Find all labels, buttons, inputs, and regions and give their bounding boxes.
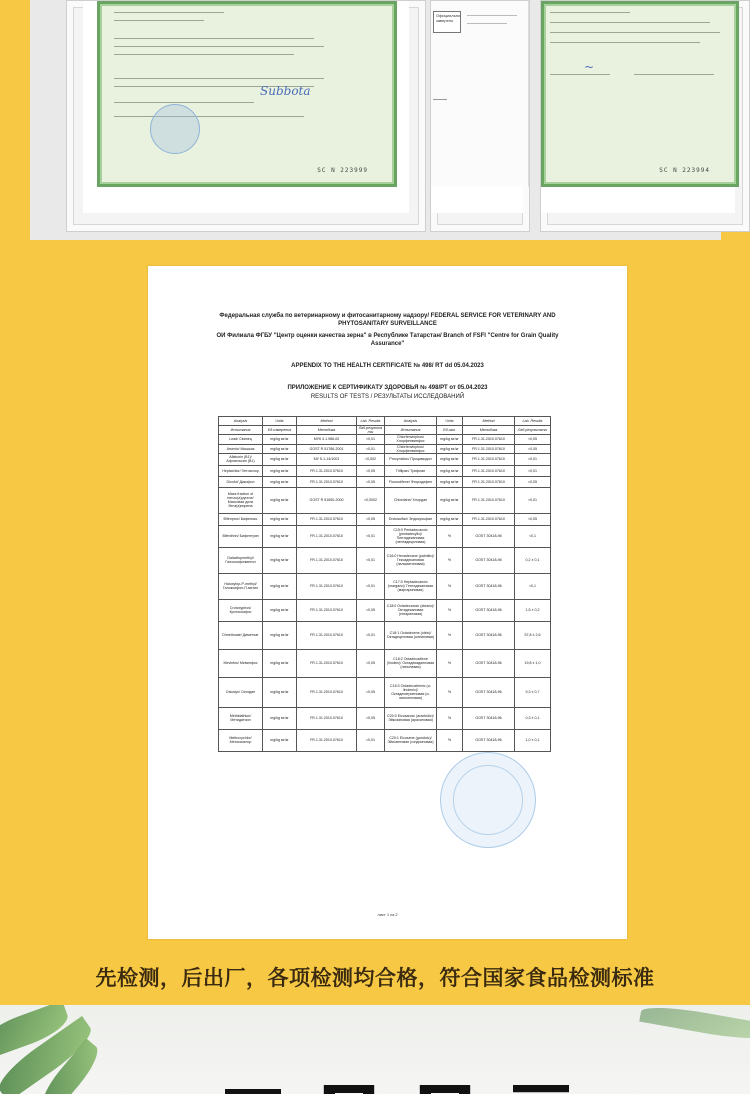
table-cell: 1,5 ± 0,2 bbox=[515, 599, 551, 621]
table-cell: Haloxyfop-P-methyl/ Галоксифоп-П-метил bbox=[219, 573, 263, 599]
table-cell: 19,8 ± 1,0 bbox=[515, 649, 551, 677]
branch-line-1: ОИ Филиала ФГБУ "Центр оценки качества зерна" в Республике Татарстан/ Branch of FSFI "Centre for Grain Quality bbox=[216, 333, 559, 340]
round-stamp bbox=[150, 104, 200, 154]
table-cell: <0,05 bbox=[515, 435, 551, 444]
table-cell: Mass fraction of benzo(a)pyrene/ Массовая доля бенз(а)пирена bbox=[219, 487, 263, 513]
table-cell: mg/kg мг/кг bbox=[437, 465, 463, 476]
table-cell: C20:1 Eicosene (gondoic)/ Эйкозеновая (гондоиновая) bbox=[385, 729, 437, 751]
table-cell: Endosulfan/ Эндосульфан bbox=[385, 513, 437, 525]
table-cell: FR.1.31.2010.07610 bbox=[297, 525, 357, 547]
table-cell: GOST 30418-96 bbox=[463, 649, 515, 677]
table-cell: GOST R 51650-2000 bbox=[297, 487, 357, 513]
table-cell: mg/kg мг/кг bbox=[263, 649, 297, 677]
notary-box: Официально заверено bbox=[433, 11, 461, 33]
table-cell: Лаб.результаты bbox=[515, 426, 551, 435]
table-cell: <0,01 bbox=[515, 465, 551, 476]
table-cell: <0,01 bbox=[357, 547, 385, 573]
quality-caption: 先检测，后出厂，各项检测均合格，符合国家食品检测标准 bbox=[95, 966, 655, 990]
table-cell: mg/kg мг/кг bbox=[437, 435, 463, 444]
table-cell: 9,3 ± 0,7 bbox=[515, 677, 551, 707]
table-cell: GOST 30418-96 bbox=[463, 573, 515, 599]
page-number: лист 1 из 2 bbox=[377, 912, 398, 917]
table-cell: <0,05 bbox=[515, 444, 551, 453]
table-cell: mg/kg мг/кг bbox=[437, 487, 463, 513]
table-cell: Analysis bbox=[219, 417, 263, 426]
table-cell: % bbox=[437, 729, 463, 751]
table-cell: mg/kg мг/кг bbox=[263, 573, 297, 599]
table-cell: Dicofol/ Дикофол bbox=[219, 476, 263, 487]
table-cell: mg/kg мг/кг bbox=[263, 465, 297, 476]
table-cell: Mevinfos/ Мевинфос bbox=[219, 649, 263, 677]
table-cell: GOST 30418-96 bbox=[463, 621, 515, 649]
table-cell: Methidathion/ Метидатион bbox=[219, 707, 263, 729]
table-header-row bbox=[219, 417, 551, 426]
table-cell: Methoxychlor/ Метоксихлор bbox=[219, 729, 263, 751]
table-cell: Analysis bbox=[385, 417, 437, 426]
table-cell: <0,01 bbox=[357, 435, 385, 444]
table-cell: % bbox=[437, 621, 463, 649]
table-cell: FR.1.31.2010.07610 bbox=[463, 476, 515, 487]
table-cell: FR.1.31.2010.07610 bbox=[297, 707, 357, 729]
table-cell: Bifenthrin/ Бифентрин bbox=[219, 525, 263, 547]
appendix-title-en: APPENDIX TO THE HEALTH CERTIFICATE № 498/ RT dd 05.04.2023 bbox=[291, 363, 484, 370]
table-cell: <0,01 bbox=[357, 621, 385, 649]
table-cell: <0,1 bbox=[515, 573, 551, 599]
table-cell: Chlorfenvinphos/ Хлорфенвинфос bbox=[385, 435, 437, 444]
table-cell: <0,05 bbox=[515, 513, 551, 525]
table-cell: <0,01 bbox=[357, 729, 385, 751]
table-cell: 57,8 ± 2,6 bbox=[515, 621, 551, 649]
appendix-title-ru: ПРИЛОЖЕНИЕ К СЕРТИФИКАТУ ЗДОРОВЬЯ № 498/РТ от 05.04.2023 bbox=[287, 385, 488, 392]
table-cell: Fluorodifene/ Фтородифен bbox=[385, 476, 437, 487]
table-cell: <0,05 bbox=[357, 649, 385, 677]
table-cell: <0,1 bbox=[515, 525, 551, 547]
table-cell: FR.1.31.2010.07610 bbox=[297, 465, 357, 476]
table-cell: Units bbox=[263, 417, 297, 426]
table-cell: FR.1.31.2010.07610 bbox=[463, 453, 515, 465]
table-cell: Chlorfenvinphos/ Хлорфенвинфос bbox=[385, 444, 437, 453]
table-cell: МУК 4.1.986-00 bbox=[297, 435, 357, 444]
table-cell: Chlordane/ Хлордан bbox=[385, 487, 437, 513]
certificate-photo-strip bbox=[30, 0, 721, 240]
table-cell: mg/kg мг/кг bbox=[437, 476, 463, 487]
table-cell: <0,01 bbox=[357, 573, 385, 599]
agency-line-1: Федеральная служба по ветеринарному и фитосанитарному надзору/ FEDERAL SERVICE FOR VETERINARY AND bbox=[219, 313, 556, 319]
table-cell: mg/kg мг/кг bbox=[437, 513, 463, 525]
table-cell: mg/kg мг/кг bbox=[263, 525, 297, 547]
table-cell: Units bbox=[437, 417, 463, 426]
table-cell: GOST 30418-96 bbox=[463, 707, 515, 729]
signature: Subbota bbox=[260, 84, 311, 98]
table-cell: <0,05 bbox=[357, 599, 385, 621]
table-cell: Arsenic/ Мышьяк bbox=[219, 444, 263, 453]
table-cell: Методика bbox=[297, 426, 357, 435]
green-certificate-1 bbox=[97, 1, 397, 187]
table-cell: GOST 30418-96 bbox=[463, 677, 515, 707]
table-cell: Galaxifopmethyl/ Галоксифопметил bbox=[219, 547, 263, 573]
table-cell: <0,002 bbox=[357, 453, 385, 465]
table-cell: FR.1.31.2010.07610 bbox=[463, 487, 515, 513]
table-cell: Method bbox=[297, 417, 357, 426]
table-cell: Dimethoate/ Диметоат bbox=[219, 621, 263, 649]
table-cell: Crotoxyphos/ Кротоксифос bbox=[219, 599, 263, 621]
table-cell: mg/kg мг/кг bbox=[263, 599, 297, 621]
table-cell: Испытания bbox=[219, 426, 263, 435]
table-cell: C16:0 Hexadecane (palmitic)/ Гексадекановая (пальмитиновая) bbox=[385, 547, 437, 573]
table-cell: FR.1.31.2010.07610 bbox=[297, 729, 357, 751]
table-row bbox=[219, 465, 551, 476]
green-certificate-2 bbox=[541, 1, 739, 187]
table-cell: FR.1.31.2010.07610 bbox=[297, 649, 357, 677]
branch-line-2: Assurance" bbox=[370, 341, 405, 348]
table-cell: mg/kg мг/кг bbox=[263, 513, 297, 525]
table-cell: mg/kg мг/кг bbox=[437, 453, 463, 465]
certificate-serial: SC N 223994 bbox=[659, 167, 710, 174]
lab-stamp bbox=[440, 752, 536, 848]
table-cell: C18:0 Octadecanoic (stearic)/ Октадекановая (стеариновая) bbox=[385, 599, 437, 621]
table-cell: FR.1.31.2010.07610 bbox=[297, 476, 357, 487]
table-cell: % bbox=[437, 547, 463, 573]
certificate-frame-1 bbox=[66, 0, 426, 232]
certificate-serial: SC N 223999 bbox=[317, 167, 368, 174]
signature: ~ bbox=[584, 60, 595, 74]
table-cell: C18:2 Octadecadiene (linoleic)/ Октадекадиеновая (линолевая) bbox=[385, 649, 437, 677]
table-cell: Procymidon/ Процимидон bbox=[385, 453, 437, 465]
table-cell: Bifenprox/ Бифенокс bbox=[219, 513, 263, 525]
table-cell: mg/kg мг/кг bbox=[263, 707, 297, 729]
table-cell: % bbox=[437, 649, 463, 677]
table-cell: mg/kg мг/кг bbox=[263, 476, 297, 487]
table-cell: Lab. Results bbox=[515, 417, 551, 426]
table-cell: FR.1.31.2010.07610 bbox=[463, 435, 515, 444]
table-cell: FR.1.31.2010.07610 bbox=[463, 465, 515, 476]
table-cell: % bbox=[437, 677, 463, 707]
table-cell: mg/kg мг/кг bbox=[437, 444, 463, 453]
table-cell: Ед.измерения bbox=[263, 426, 297, 435]
table-cell: FR.1.31.2010.07610 bbox=[297, 573, 357, 599]
table-cell: FR.1.31.2010.07610 bbox=[463, 513, 515, 525]
table-cell: mg/kg мг/кг bbox=[263, 729, 297, 751]
table-cell: FR.1.31.2010.07610 bbox=[297, 677, 357, 707]
table-cell: Heptachlor/ Гептахлор bbox=[219, 465, 263, 476]
table-row bbox=[219, 707, 551, 729]
table-cell: C18:1 Octadecene (oleic)/ Октадеценовая (олеиновая) bbox=[385, 621, 437, 649]
table-header-row bbox=[219, 426, 551, 435]
next-section-banner bbox=[0, 1005, 750, 1094]
table-cell: GOST 30418-96 bbox=[463, 729, 515, 751]
table-cell: <0,05 bbox=[357, 513, 385, 525]
results-table bbox=[218, 416, 551, 752]
table-row bbox=[219, 573, 551, 599]
table-row bbox=[219, 513, 551, 525]
white-document bbox=[431, 1, 529, 187]
document-header bbox=[188, 312, 587, 401]
table-cell: % bbox=[437, 573, 463, 599]
table-cell: <0,01 bbox=[357, 525, 385, 547]
table-row bbox=[219, 621, 551, 649]
section-heading-partial bbox=[225, 1073, 569, 1094]
table-cell: Ед.изм. bbox=[437, 426, 463, 435]
table-row bbox=[219, 729, 551, 751]
table-row bbox=[219, 435, 551, 444]
table-cell: <0,05 bbox=[515, 476, 551, 487]
table-row bbox=[219, 677, 551, 707]
table-cell: C20:0 Eicosanoic (arachidic)/ Эйкозановая (арахиновая) bbox=[385, 707, 437, 729]
table-cell: Лаб.результаты bbox=[357, 426, 385, 435]
table-cell: GOST R 51766-2001 bbox=[297, 444, 357, 453]
certificate-frame-2 bbox=[430, 0, 530, 232]
table-cell: C15:0 Pentadecanoic (pentadecylic)/ Пентадекановая (пентадециловая) bbox=[385, 525, 437, 547]
table-cell: FR.1.31.2010.07610 bbox=[297, 621, 357, 649]
table-cell: mg/kg мг/кг bbox=[263, 621, 297, 649]
table-cell: МУ 5-1-14/1001 bbox=[297, 453, 357, 465]
table-cell: <0,05 bbox=[357, 677, 385, 707]
table-cell: <0,01 bbox=[357, 444, 385, 453]
table-cell: <0,05 bbox=[357, 476, 385, 487]
table-cell: % bbox=[437, 525, 463, 547]
palm-leaf bbox=[639, 1005, 750, 1044]
table-cell: <0,05 bbox=[357, 465, 385, 476]
table-cell: 0,3 ± 0,1 bbox=[515, 707, 551, 729]
table-cell: FR.1.31.2010.07610 bbox=[297, 547, 357, 573]
table-row bbox=[219, 444, 551, 453]
table-cell: Методика bbox=[463, 426, 515, 435]
certificate-frame-3 bbox=[540, 0, 750, 232]
table-cell: mg/kg мг/кг bbox=[263, 677, 297, 707]
table-row bbox=[219, 487, 551, 513]
table-cell: GOST 30418-96 bbox=[463, 599, 515, 621]
table-cell: FR.1.31.2010.07610 bbox=[297, 599, 357, 621]
table-cell: Испытания bbox=[385, 426, 437, 435]
results-title: RESULTS OF TESTS / РЕЗУЛЬТАТЫ ИССЛЕДОВАНИЙ bbox=[310, 393, 465, 400]
table-row bbox=[219, 525, 551, 547]
table-row bbox=[219, 599, 551, 621]
table-row bbox=[219, 476, 551, 487]
agency-line-2: PHYTOSANITARY SURVEILLANCE bbox=[338, 321, 437, 328]
table-cell: GOST 30418-96 bbox=[463, 525, 515, 547]
table-cell: <0,0002 bbox=[357, 487, 385, 513]
table-cell: C17:0 Heptadecanoic (margaric)/ Гептадекановая (маргариновая) bbox=[385, 573, 437, 599]
table-cell: % bbox=[437, 599, 463, 621]
table-cell: mg/kg мг/кг bbox=[263, 453, 297, 465]
table-cell: Lead/ Свинец bbox=[219, 435, 263, 444]
table-cell: mg/kg мг/кг bbox=[263, 547, 297, 573]
table-cell: Lab. Results bbox=[357, 417, 385, 426]
table-cell: C18:3 Octadecatrienic (α-linolenic)/ Октадекатриеновая (α-линоленовая) bbox=[385, 677, 437, 707]
test-report-document bbox=[148, 266, 627, 939]
table-cell: mg/kg мг/кг bbox=[263, 435, 297, 444]
table-cell: GOST 30418-96 bbox=[463, 547, 515, 573]
table-cell: Oxtodyn/ Октодин bbox=[219, 677, 263, 707]
table-cell: Aflatoxin (B1)/ Афлатоксин (B1) bbox=[219, 453, 263, 465]
table-cell: FR.1.31.2010.07610 bbox=[297, 513, 357, 525]
table-cell: <0,01 bbox=[515, 453, 551, 465]
table-cell: FR.1.31.2010.07610 bbox=[463, 444, 515, 453]
table-cell: Method bbox=[463, 417, 515, 426]
table-cell: mg/kg мг/кг bbox=[263, 487, 297, 513]
table-row bbox=[219, 453, 551, 465]
table-cell: <0,01 bbox=[515, 487, 551, 513]
table-row bbox=[219, 649, 551, 677]
table-row bbox=[219, 547, 551, 573]
table-cell: mg/kg мг/кг bbox=[263, 444, 297, 453]
table-cell: Triflipan/ Трифлан bbox=[385, 465, 437, 476]
table-cell: 0,2 ± 0,1 bbox=[515, 547, 551, 573]
table-cell: 1,0 ± 0,1 bbox=[515, 729, 551, 751]
table-cell: <0,05 bbox=[357, 707, 385, 729]
table-cell: % bbox=[437, 707, 463, 729]
